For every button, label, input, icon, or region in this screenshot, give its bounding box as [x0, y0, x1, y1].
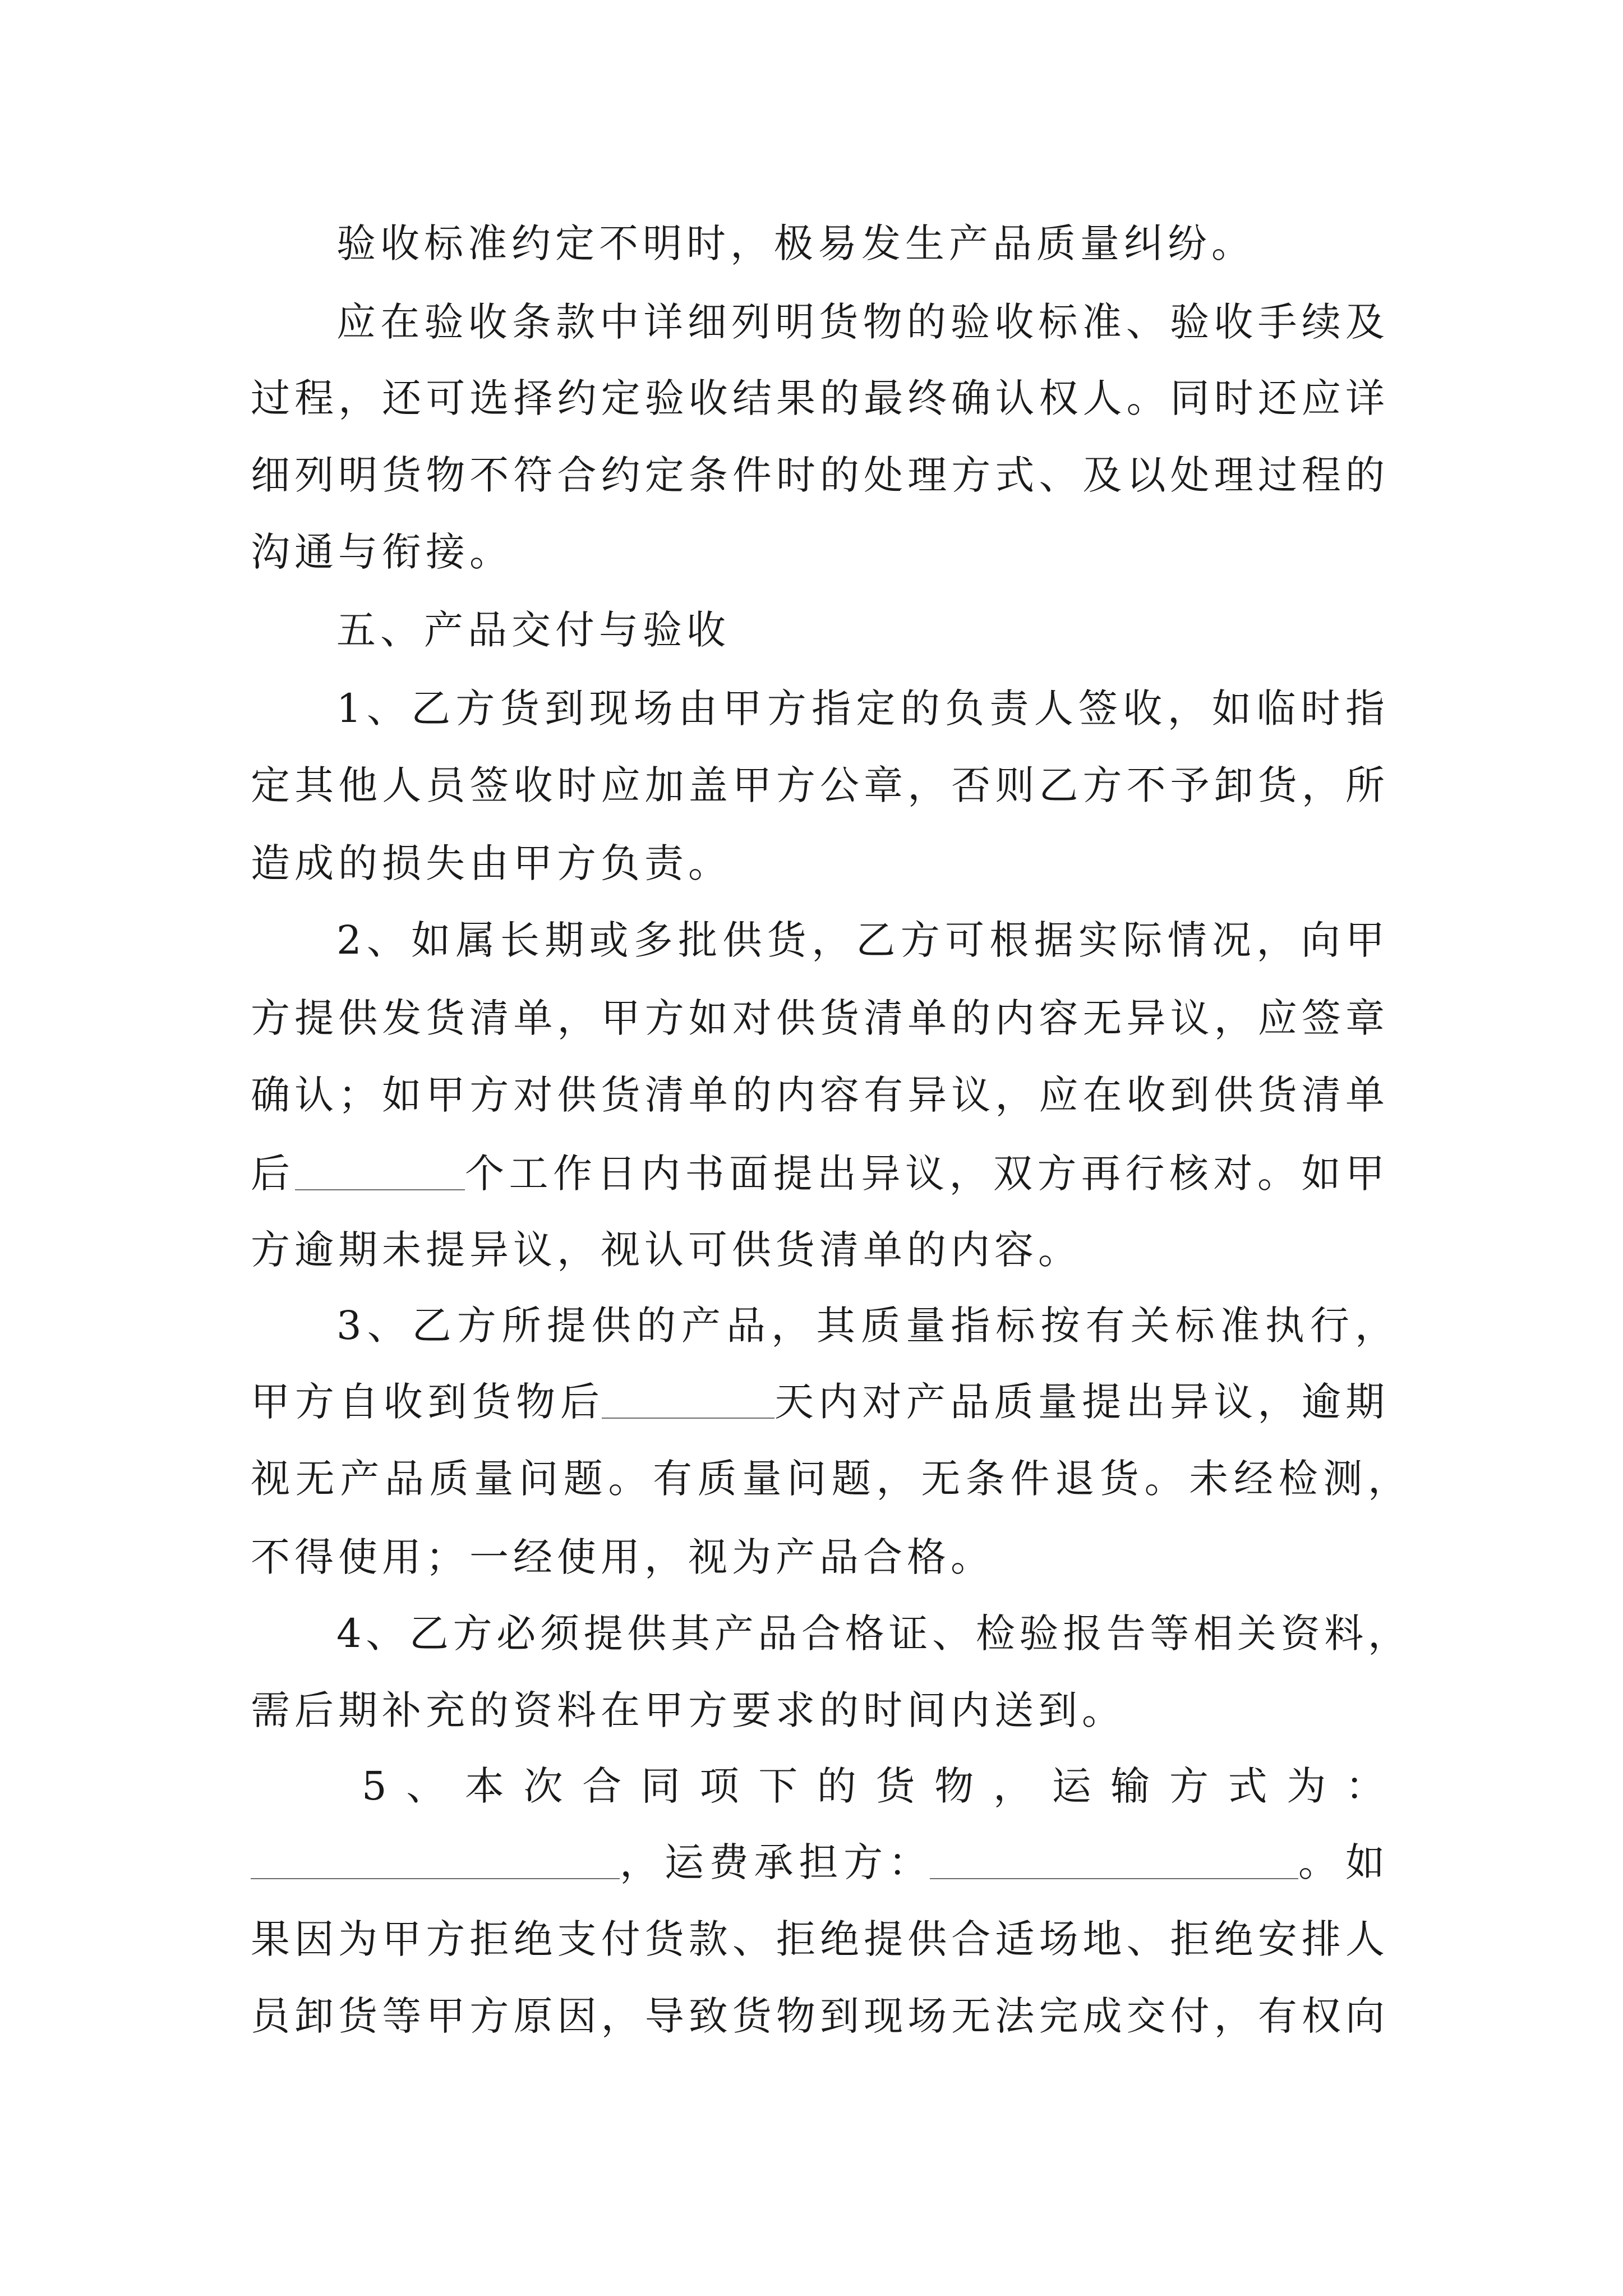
- blank-field: [251, 1834, 620, 1879]
- text-line: 细列明货物不符合约定条件时的处理方式、及以处理过程的: [251, 452, 1387, 498]
- text-segment: ，运费承担方：: [620, 1839, 930, 1885]
- text-segment: 甲方自收到货物后: [251, 1379, 602, 1425]
- text-line: [251, 1374, 1387, 1430]
- text-line: 造成的损失由甲方负责。: [251, 840, 732, 886]
- text-segment: 天内对产品质量提出异议，逾期: [774, 1379, 1387, 1425]
- text-line: 4、乙方必须提供其产品合格证、检验报告等相关资料，: [336, 1611, 1409, 1657]
- text-line: 过程，还可选择约定验收结果的最终确认权人。同时还应详: [251, 375, 1387, 421]
- section-heading: 五、产品交付与验收: [336, 607, 730, 653]
- blank-field: [602, 1374, 774, 1419]
- text-line: 3、乙方所提供的产品，其质量指标按有关标准执行，: [336, 1303, 1396, 1349]
- text-line: 确认；如甲方对供货清单的内容有异议，应在收到供货清单: [251, 1072, 1387, 1118]
- text-line: 1、乙方货到现场由甲方指定的负责人签收，如临时指: [336, 685, 1387, 731]
- text-line: 定其他人员签收时应加盖甲方公章，否则乙方不予卸货，所: [251, 762, 1387, 808]
- text-line: 方提供发货清单，甲方如对供货清单的内容无异议，应签章: [251, 995, 1387, 1041]
- text-line: 方逾期未提异议，视认可供货清单的内容。: [251, 1227, 1082, 1273]
- text-line: 员卸货等甲方原因，导致货物到现场无法完成交付，有权向: [251, 1993, 1387, 2039]
- text-line: 视无产品质量问题。有质量问题，无条件退货。未经检测，: [251, 1456, 1409, 1502]
- text-segment: 个工作日内书面提出异议，双方再行核对。如甲: [465, 1151, 1387, 1197]
- text-line: 5、本次合同项下的货物，运输方式为：: [362, 1763, 1387, 1809]
- text-line: [251, 1834, 1387, 1890]
- text-line: 需后期补充的资料在甲方要求的时间内送到。: [251, 1687, 1126, 1733]
- text-line: 不得使用；一经使用，视为产品合格。: [251, 1534, 994, 1580]
- blank-field: [295, 1145, 465, 1190]
- text-segment: 。如: [1298, 1839, 1387, 1885]
- text-line: 2、如属长期或多批供货，乙方可根据实际情况，向甲: [336, 917, 1387, 963]
- text-line: 应在验收条款中详细列明货物的验收标准、验收手续及: [336, 299, 1387, 345]
- text-line: 果因为甲方拒绝支付货款、拒绝提供合适场地、拒绝安排人: [251, 1916, 1387, 1962]
- text-line: 验收标准约定不明时，极易发生产品质量纠纷。: [336, 220, 1255, 266]
- blank-field: [930, 1834, 1298, 1879]
- text-line: [251, 1145, 1387, 1202]
- text-segment: 后: [251, 1151, 294, 1197]
- text-line: 沟通与衔接。: [251, 529, 513, 575]
